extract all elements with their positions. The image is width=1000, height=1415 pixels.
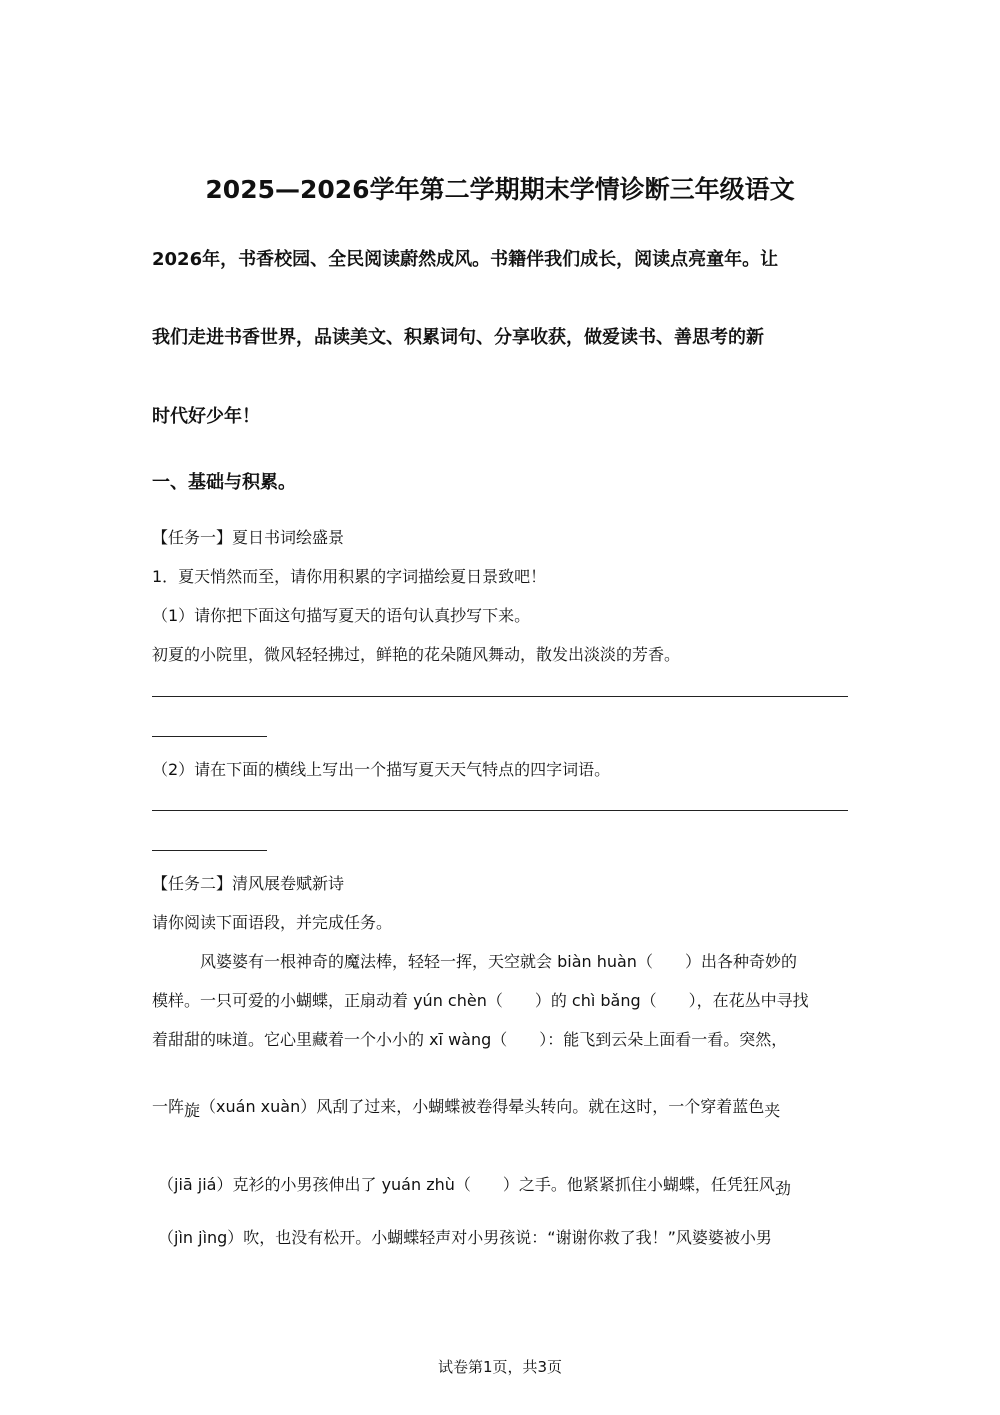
copy-sentence: 初夏的小院里，微风轻轻拂过，鲜艳的花朵随风舞动，散发出淡淡的芳香。 xyxy=(152,645,681,664)
answer-line-end[interactable] xyxy=(152,850,267,851)
annotated-char: 夹 xyxy=(764,1101,781,1120)
question-1: 1．夏天悄然而至，请你用积累的字词描绘夏日景致吧！ xyxy=(152,567,547,586)
intro-line-2: 我们走进书香世界，品读美文、积累词句、分享收获，做爱读书、善思考的新 xyxy=(152,327,764,348)
task2-label: 【任务二】清风展卷赋新诗 xyxy=(152,874,345,893)
task2-instruction: 请你阅读下面语段，并完成任务。 xyxy=(152,913,393,932)
task1-label: 【任务一】夏日书词绘盛景 xyxy=(152,528,345,547)
page-footer: 试卷第1页，共3页 xyxy=(437,1358,563,1376)
passage-line-3: 着甜甜的味道。它心里藏着一个小小的 xī wàng（ ）：能飞到云朵上面看一看。突然， xyxy=(152,1030,788,1049)
passage-line-6: （jìn jìng）吹，也没有松开。小蝴蝶轻声对小男孩说：“谢谢你救了我！”风婆婆被小男 xyxy=(158,1228,772,1247)
answer-line[interactable] xyxy=(152,696,848,697)
passage-text: （xuán xuàn）风刮了过来，小蝴蝶被卷得晕头转向。就在这时，一个穿着蓝色 xyxy=(200,1097,765,1116)
question-1-2: （2）请在下面的横线上写出一个描写夏天天气特点的四字词语。 xyxy=(152,760,611,779)
section-heading: 一、基础与积累。 xyxy=(152,472,296,493)
passage-line-2: 模样。一只可爱的小蝴蝶，正扇动着 yún chèn（ ）的 chì bǎng（ ），在花丛中寻找 xyxy=(152,991,809,1010)
answer-line[interactable] xyxy=(152,810,848,811)
passage-text: 一阵 xyxy=(152,1097,185,1116)
annotated-char: 旋 xyxy=(184,1101,201,1120)
page-title: 2025—2026学年第二学期期末学情诊断三年级语文 xyxy=(205,175,795,204)
question-1-1: （1）请你把下面这句描写夏天的语句认真抄写下来。 xyxy=(152,606,531,625)
intro-line-3: 时代好少年！ xyxy=(152,406,260,427)
annotated-char: 劲 xyxy=(774,1179,791,1198)
intro-line-1: 2026年，书香校园、全民阅读蔚然成风。书籍伴我们成长，阅读点亮童年。让 xyxy=(152,249,779,270)
passage-text: （jiā jiá）克衫的小男孩伸出了 yuán zhù（ ）之手。他紧紧抓住小蝴蝶，任凭狂风 xyxy=(158,1175,775,1194)
passage-line-5 xyxy=(158,1172,791,1198)
passage-line-1: 风婆婆有一根神奇的魔法棒，轻轻一挥，天空就会 biàn huàn（ ）出各种奇妙的 xyxy=(200,952,797,971)
answer-line-end[interactable] xyxy=(152,736,267,737)
passage-line-4 xyxy=(152,1094,781,1120)
